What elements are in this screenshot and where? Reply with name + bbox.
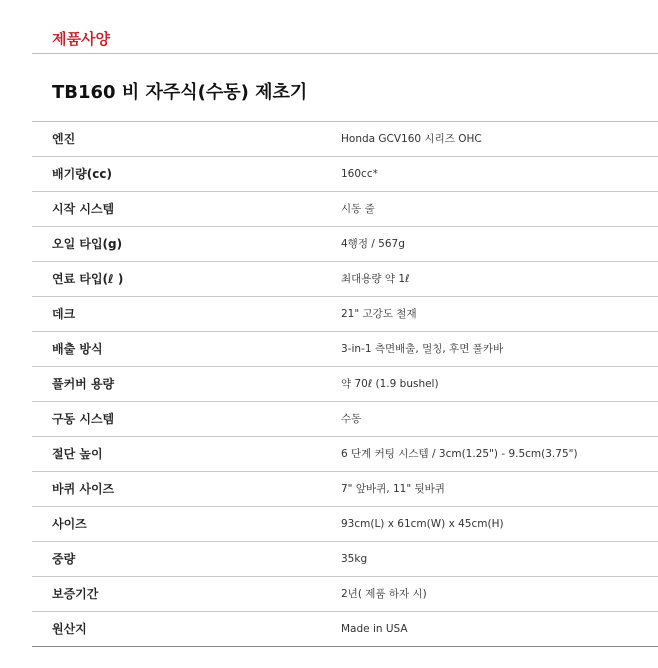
spec-row xyxy=(32,542,658,577)
spec-label-drive-system: 구동 시스템 xyxy=(52,412,115,426)
spec-row xyxy=(32,227,658,262)
spec-value-origin: Made in USA xyxy=(341,623,408,635)
spec-value-engine: Honda GCV160 시리즈 OHC xyxy=(341,133,482,145)
spec-value-start-system: 시동 줄 xyxy=(341,203,375,215)
section-title: 제품사양 xyxy=(52,30,110,48)
spec-value-warranty: 2년( 제품 하자 시) xyxy=(341,588,427,600)
spec-row xyxy=(32,297,658,332)
spec-row xyxy=(32,262,658,297)
spec-row xyxy=(32,402,658,437)
spec-label-start-system: 시작 시스템 xyxy=(52,202,115,216)
spec-row xyxy=(32,157,658,192)
spec-row xyxy=(32,472,658,507)
spec-value-bag-capacity: 약 70ℓ (1.9 bushel) xyxy=(341,378,439,390)
spec-label-wheel-size: 바퀴 사이즈 xyxy=(52,482,115,496)
spec-value-deck: 21" 고강도 철재 xyxy=(341,308,417,320)
spec-value-oil-type: 4행정 / 567g xyxy=(341,238,405,250)
spec-label-fuel-type: 연료 타입(ℓ ) xyxy=(52,272,124,286)
spec-value-wheel-size: 7" 앞바퀴, 11" 뒷바퀴 xyxy=(341,483,445,495)
spec-row xyxy=(32,437,658,472)
spec-row xyxy=(32,367,658,402)
spec-label-weight: 중량 xyxy=(52,552,76,566)
spec-label-displacement: 배기량(cc) xyxy=(52,167,112,181)
spec-value-drive-system: 수동 xyxy=(341,413,362,425)
section-header xyxy=(32,0,658,54)
spec-label-cutting-height: 절단 높이 xyxy=(52,447,103,461)
spec-value-cutting-height: 6 단계 커팅 시스템 / 3cm(1.25") - 9.5cm(3.75") xyxy=(341,448,578,460)
product-title: TB160 비 자주식(수동) 제초기 xyxy=(52,82,308,103)
spec-value-discharge: 3-in-1 측면배출, 멀칭, 후면 풀카바 xyxy=(341,343,504,355)
spec-label-deck: 데크 xyxy=(52,307,76,321)
spec-value-weight: 35kg xyxy=(341,553,368,565)
spec-label-engine: 엔진 xyxy=(52,132,76,146)
spec-label-dimensions: 사이즈 xyxy=(52,517,87,531)
spec-label-discharge: 배출 방식 xyxy=(52,342,103,356)
spec-value-fuel-type: 최대용량 약 1ℓ xyxy=(341,273,410,285)
spec-value-dimensions: 93cm(L) x 61cm(W) x 45cm(H) xyxy=(341,518,504,530)
spec-row xyxy=(32,612,658,647)
spec-row xyxy=(32,122,658,157)
spec-value-displacement: 160cc* xyxy=(341,168,378,180)
spec-row xyxy=(32,192,658,227)
spec-row xyxy=(32,507,658,542)
spec-label-oil-type: 오일 타입(g) xyxy=(52,237,123,251)
spec-row xyxy=(32,332,658,367)
spec-label-warranty: 보증기간 xyxy=(52,587,99,601)
spec-label-origin: 원산지 xyxy=(52,622,87,636)
spec-table xyxy=(32,121,658,647)
spec-row xyxy=(32,577,658,612)
spec-label-bag-capacity: 풀커버 용량 xyxy=(52,377,115,391)
